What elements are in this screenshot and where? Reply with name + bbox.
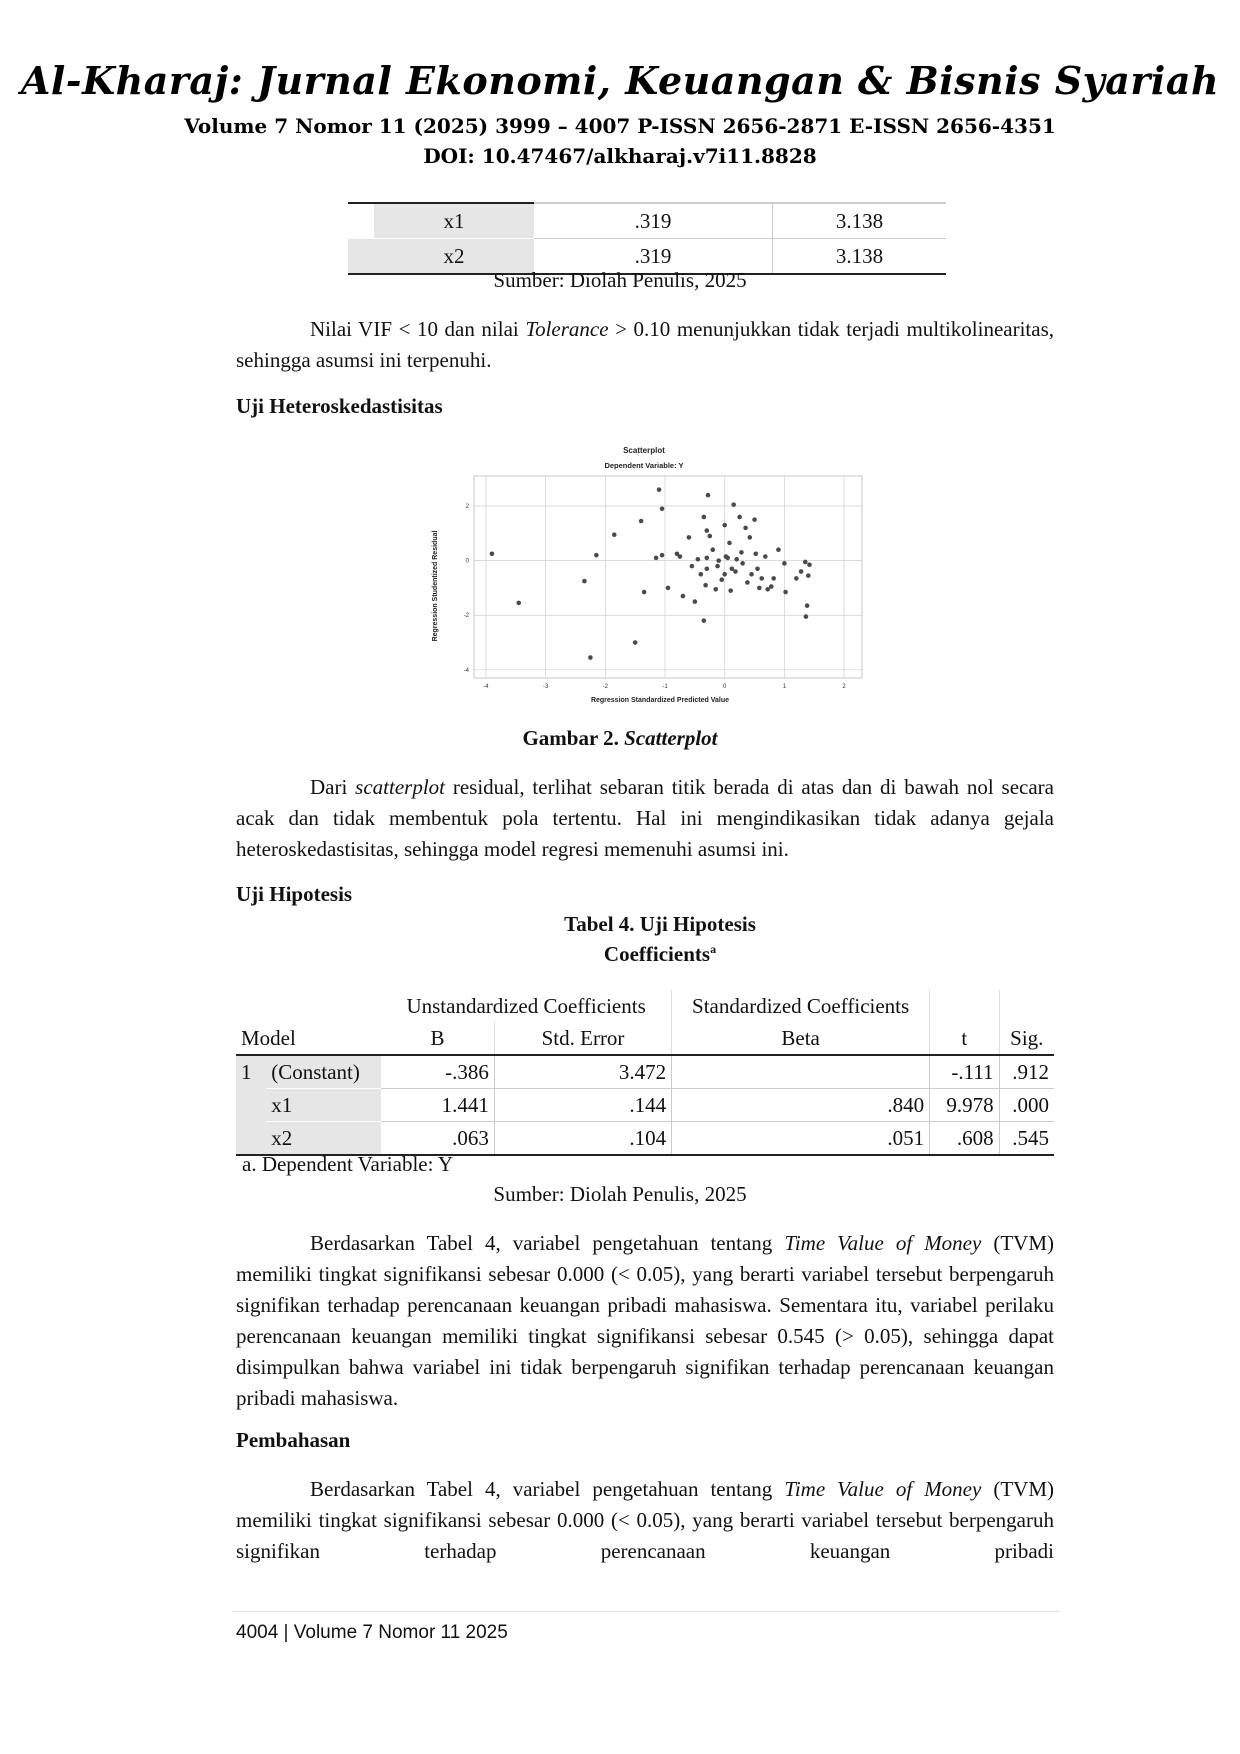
header-sig: Sig. [999,1022,1054,1055]
caption-italic: Scatterplot [624,726,718,750]
x-axis-label: Regression Standardized Predicted Value [590,697,730,704]
text-run: residual, terlihat sebaran titik berada di atas dan di bawah nol secara acak dan tidak membentuk pola tertentu. Hal ini mengindikasikan tidak adanya gejala heteroskedastisitas, sehingga model regresi memenuhi asumsi ini. [236,775,1054,861]
table-cell-vif: 3.138 [773,203,947,239]
heading-hipotesis: Uji Hipotesis [236,882,353,906]
cell-beta: .840 [672,1089,930,1122]
y-tick-label: 2 [465,504,469,511]
x-tick-label: 2 [842,684,846,690]
scatter-point [639,519,644,524]
table-cell-empty [930,990,1000,1022]
table-row [348,203,946,239]
heading-pembahasan: Pembahasan [236,1428,351,1452]
text-italic: Time Value of Money [784,1477,982,1501]
cell-t: .608 [930,1122,1000,1156]
scatter-point [705,567,710,572]
scatter-point [734,557,739,562]
scatter-point [702,618,707,623]
scatter-point [782,561,787,566]
cell-model-number: 1 [236,1055,266,1089]
text-run: Dari [310,775,356,799]
scatter-point [737,515,742,520]
text-run: > 0.10 menunjukkan tidak terjadi multikolinearitas, sehingga asumsi ini terpenuhi. [236,317,1054,372]
scatter-point [699,572,704,577]
scatter-point [588,655,593,660]
scatter-point [728,588,733,593]
table-stub-cell [236,1089,266,1122]
cell-b: -.386 [381,1055,494,1089]
text-run: Berdasarkan Tabel 4, variabel pengetahuan tentang [310,1477,785,1501]
cell-t: 9.978 [930,1089,1000,1122]
cell-se: .104 [494,1122,671,1156]
scatter-point [727,541,732,546]
x-tick-label: 1 [782,684,787,690]
scatter-point [747,535,752,540]
scatter-point [594,553,599,558]
cell-beta [672,1055,930,1089]
cell-sig: .000 [999,1089,1054,1122]
scatter-point [722,572,727,577]
scatter-point [707,534,712,539]
text-run: Berdasarkan Tabel 4, variabel pengetahuan tentang [310,1231,785,1255]
subcaption-sup: a [710,942,717,956]
scatter-point [803,560,808,565]
table-header-row [236,1022,1054,1055]
table-cell-empty [999,990,1054,1022]
scatter-point [805,603,810,608]
scatter-point [666,586,671,591]
cell-b: .063 [381,1122,494,1156]
scatter-point [752,517,757,522]
header-standardized: Standardized Coefficients [672,990,930,1022]
x-tick-label: -1 [662,684,668,690]
scatter-point [715,564,720,569]
paragraph-scatter [236,772,1054,865]
table4-source: Sumber: Diolah Penulis, 2025 [493,1182,747,1206]
scatter-point [713,587,718,592]
x-tick-label: -2 [602,684,608,690]
scatter-point [743,526,748,531]
cell-b: 1.441 [381,1089,494,1122]
cell-se: .144 [494,1089,671,1122]
table4-subcaption [40,942,1240,967]
scatter-point [687,535,692,540]
scatter-point [755,567,760,572]
table-header-row [236,990,1054,1022]
scatter-point [654,556,659,561]
scatter-point [783,590,788,595]
scatter-point [749,572,754,577]
scatter-point [725,556,730,561]
doi-line: DOI: 10.47467/alkharaj.v7i11.8828 [423,144,817,168]
figure-caption [0,726,1240,751]
scatter-point [703,583,708,588]
scatter-point [731,502,736,507]
text-italic: Tolerance [525,317,609,341]
text-run: Nilai VIF < 10 dan nilai [310,317,526,341]
caption-label: Gambar 2. [522,726,625,750]
cell-name: x1 [266,1089,381,1122]
heading-heteroskedastisitas: Uji Heteroskedastisitas [236,394,443,418]
header-model: Model [236,1022,381,1055]
text-run: (TVM) memiliki tingkat signifikansi sebesar 0.000 (< 0.05), yang berarti variabel tersebut berpengaruh signifikan terhadap perencanaan keuangan pribadi mahasiswa. Sementara itu, variabel perilaku perencanaan keuangan memiliki tingkat signifikansi sebesar 0.545 (> 0.05), sehingga dapat disimpulkan bahwa variabel ini tidak berpengaruh signifikan terhadap perencanaan keuangan pribadi mahasiswa. [236,1231,1054,1410]
header-b: B [381,1022,494,1055]
scatter-point [799,569,804,574]
paragraph-table4 [236,1228,1054,1414]
table4-caption: Tabel 4. Uji Hipotesis [564,912,756,936]
scatter-point [794,576,799,581]
coefficients-table [236,990,1054,1156]
scatter-point [693,599,698,604]
text-italic: Time Value of Money [784,1231,982,1255]
table-cell-empty [236,990,266,1022]
y-axis-label: Regression Studentized Residual [432,530,439,642]
cell-t: -.111 [930,1055,1000,1089]
x-tick-label: -4 [483,684,489,690]
paragraph-pembahasan [236,1474,1054,1567]
scatter-point [702,515,707,520]
cell-se: 3.472 [494,1055,671,1089]
header-unstandardized: Unstandardized Coefficients [381,990,672,1022]
scatter-point [759,576,764,581]
scatter-point [807,562,812,567]
scatter-point [771,576,776,581]
header-beta: Beta [672,1022,930,1055]
table-stub-cell [236,1122,266,1156]
table-cell-empty [266,990,381,1022]
cell-beta: .051 [672,1122,930,1156]
table4-note: a. Dependent Variable: Y [242,1152,454,1176]
text-run: (TVM) memiliki tingkat signifikansi sebesar 0.000 (< 0.05), yang berarti variabel tersebut berpengaruh signifikan terhadap perencanaan keuangan pribadi [236,1477,1054,1563]
scatter-point [716,558,721,563]
scatter-point [722,523,727,528]
table-row [236,1055,1054,1089]
chart-title: Scatterplot [623,446,665,455]
table-cell-var: x1 [374,203,534,239]
scatter-point [696,557,701,562]
journal-title: Al-Kharaj: Jurnal Ekonomi, Keuangan & Bisnis Syariah [20,58,1220,103]
x-tick-label: 0 [723,684,727,690]
scatter-point [763,554,768,559]
vif-table [348,202,946,275]
table-cell-tolerance: .319 [534,203,773,239]
scatter-point [706,493,711,498]
volume-line: Volume 7 Nomor 11 (2025) 3999 – 4007 P-ISSN 2656-2871 E-ISSN 2656-4351 [184,114,1056,138]
y-tick-label: -4 [463,667,469,674]
scatter-point [660,553,665,558]
scatter-point [490,551,495,556]
scatter-point [719,577,724,582]
scatter-point [681,594,686,599]
page-footer: 4004 | Volume 7 Nomor 11 2025 [236,1622,508,1643]
text-italic: scatterplot [355,775,445,799]
x-tick-label: -3 [542,684,549,690]
table-stub-cell [348,203,374,239]
table-cell-vif: 3.138 [773,239,947,275]
header-std-error: Std. Error [494,1022,671,1055]
table-cell-tolerance: .319 [534,239,773,275]
y-tick-label: 0 [465,558,469,565]
vif-source: Sumber: Diolah Penulis, 2025 [493,268,747,292]
scatter-point [740,561,745,566]
scatter-point [642,590,647,595]
scatter-point [806,573,811,578]
scatter-point [710,547,715,552]
header-t: t [930,1022,1000,1055]
footer-divider [232,1611,1060,1612]
table-row [236,1122,1054,1156]
table-row [236,1089,1054,1122]
cell-sig: .912 [999,1055,1054,1089]
cell-name: (Constant) [266,1055,381,1089]
subcaption-text: Coefficients [603,942,711,966]
scatter-point [757,586,762,591]
scatter-point [753,551,758,556]
scatter-point [745,580,750,585]
scatter-point [633,640,638,645]
scatter-point [804,614,809,619]
scatter-point [739,550,744,555]
scatter-point [582,579,587,584]
chart-subtitle: Dependent Variable: Y [604,461,684,470]
scatter-point [660,506,665,511]
scatter-point [769,584,774,589]
y-tick-label: -2 [463,613,469,620]
scatter-point [705,528,710,533]
scatter-point [705,556,710,561]
scatter-point [612,532,617,537]
table-cell-var: x2 [374,239,534,275]
cell-name: x2 [266,1122,381,1156]
paragraph-vif [236,314,1054,376]
cell-sig: .545 [999,1122,1054,1156]
scatter-point [657,487,662,492]
scatter-point [678,554,683,559]
scatter-point [690,564,695,569]
scatter-point [733,569,738,574]
scatter-point [776,547,781,552]
scatterplot-chart [428,442,872,706]
scatter-point [516,601,521,606]
